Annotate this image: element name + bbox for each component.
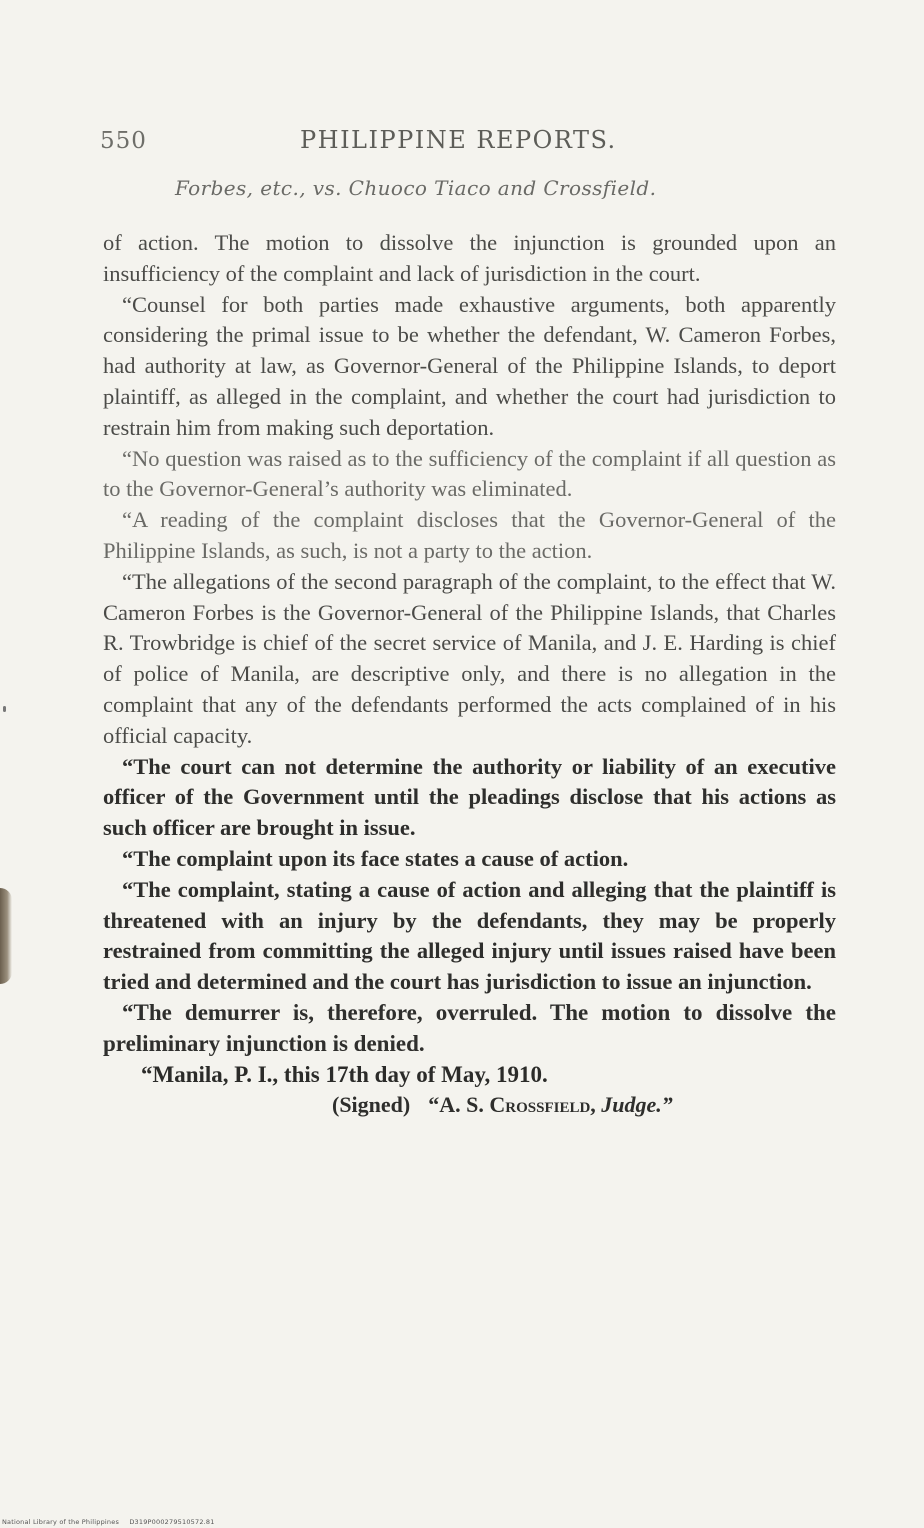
scan-speck (3, 706, 6, 712)
footer-code: D319P000279510572.81 (129, 1518, 215, 1526)
body-text (103, 228, 836, 1121)
date-line: “Manila, P. I., this 17th day of May, 1910. (141, 1061, 548, 1087)
paragraph: “The allegations of the second paragraph of the complaint, to the effect that W. Cameron Forbes is the Governor-General of the Philippine Islands, that Charles R. Trowbridge is chief of the secret service of Manila, and J. E. Harding is chief of police of Manila, are descriptive only, and there is no allegation in the complaint that any of the defendants performed the acts complained of in his official capacity. (103, 568, 836, 748)
signatory-title: Judge.” (601, 1092, 673, 1118)
footer-library: National Library of the Philippines (2, 1518, 120, 1526)
signatory-name: “A. S. Crossfield, (428, 1092, 596, 1118)
paragraph: “A reading of the complaint discloses that the Governor-General of the Philippine Islands, as such, is not a party to the action. (103, 507, 836, 563)
paragraph: of action. The motion to dissolve the injunction is grounded upon an insufficiency of the complaint and lack of jurisdiction in the court. (103, 230, 836, 286)
signature-line (103, 1090, 836, 1121)
case-caption: Forbes, etc., vs. Chuoco Tiaco and Crossfield. (175, 176, 657, 200)
page-edge-shadow (0, 888, 12, 984)
paragraph: “The court can not determine the authority or liability of an executive officer of the Government until the pleadings disclose that his actions as such officer are brought in issue. (103, 753, 836, 841)
signed-label: (Signed) (332, 1092, 411, 1118)
paragraph: “No question was raised as to the sufficiency of the complaint if all question as to the Governor-General’s authority was eliminated. (103, 445, 836, 502)
paragraph: “Counsel for both parties made exhaustive arguments, both apparently considering the primal issue to be whether the defendant, W. Cameron Forbes, had authority at law, as Governor-General of the Philippine Islands, to deport plaintiff, as alleged in the complaint, and whether the court had jurisdiction to restrain him from making such deportation. (103, 291, 836, 440)
paragraph: “The complaint, stating a cause of action and alleging that the plaintiff is threatened with an injury by the defendants, they may be properly restrained from committing the alleged injury until issues raised have been tried and determined and the court has jurisdiction to issue an injunction. (103, 876, 836, 995)
scan-footer (2, 1518, 223, 1526)
paragraph: “The complaint upon its face states a cause of action. (122, 845, 629, 871)
paragraph: “The demurrer is, therefore, overruled. The motion to dissolve the preliminary injunction is denied. (103, 999, 836, 1056)
page-number: 550 (100, 128, 147, 154)
running-head: PHILIPPINE REPORTS. (300, 126, 617, 154)
